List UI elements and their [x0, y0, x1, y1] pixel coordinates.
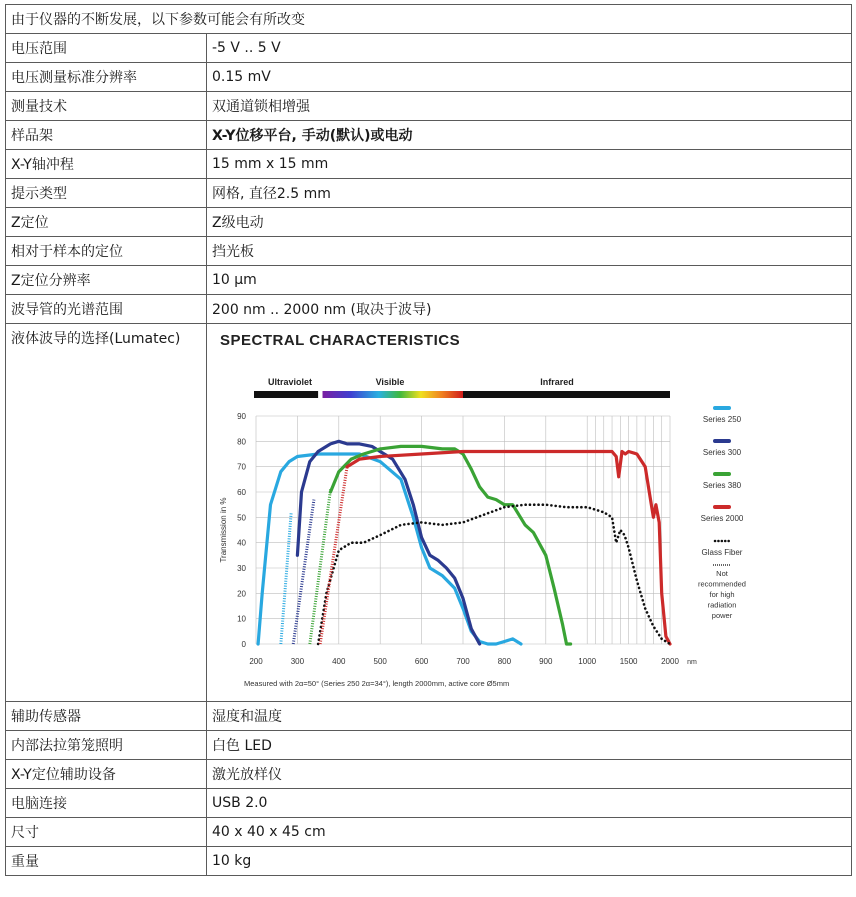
row-label: X-Y定位辅助设备 — [6, 760, 207, 789]
not-recommended-ramp — [293, 500, 314, 644]
y-tick-label: 60 — [237, 488, 246, 497]
series-line-series-2000 — [347, 452, 670, 645]
chart-row — [6, 324, 852, 702]
x-tick-label: 300 — [290, 657, 305, 666]
table-row — [6, 295, 852, 324]
row-value: 湿度和温度 — [207, 702, 852, 731]
legend-note-line: radiation — [707, 600, 737, 610]
row-label: 提示类型 — [6, 179, 207, 208]
x-tick-label: 400 — [332, 657, 346, 666]
x-tick-label: 700 — [456, 657, 470, 666]
x-tick-label: 2000 — [661, 657, 679, 666]
band-label-visible: Visible — [375, 377, 405, 387]
table-row — [6, 818, 852, 847]
chart-footnote: Measured with 2α=50° (Series 250 2α=34°), length 2000mm, active core Ø5mm — [244, 679, 510, 688]
row-label: 样品架 — [6, 121, 207, 150]
x-unit-label: nm — [687, 659, 697, 666]
table-header-row — [6, 5, 852, 34]
table-row — [6, 150, 852, 179]
table-row — [6, 731, 852, 760]
row-label: X-Y轴冲程 — [6, 150, 207, 179]
legend-label: Series 300 — [702, 448, 742, 457]
series-line-glass-fiber — [318, 505, 670, 644]
row-value: 40 x 40 x 45 cm — [207, 818, 852, 847]
row-label: Z定位分辨率 — [6, 266, 207, 295]
row-label: 尺寸 — [6, 818, 207, 847]
row-value: 200 nm .. 2000 nm (取决于波导) — [207, 295, 852, 324]
y-tick-label: 30 — [237, 564, 246, 573]
visible-band — [323, 391, 463, 398]
y-tick-label: 10 — [237, 614, 246, 624]
x-tick-label: 500 — [373, 657, 387, 666]
row-value: 双通道锁相增强 — [207, 92, 852, 121]
not-recommended-ramp — [281, 512, 291, 644]
row-value: X-Y位移平台, 手动(默认)或电动 — [207, 121, 852, 150]
spec-table — [5, 4, 852, 876]
legend-note-line: power — [711, 611, 733, 620]
legend-label: Series 380 — [702, 481, 742, 490]
x-tick-label: 1500 — [619, 657, 638, 666]
x-tick-label: 200 — [249, 657, 263, 666]
row-value: 激光放样仪 — [207, 760, 852, 789]
row-label: 电脑连接 — [6, 789, 207, 818]
ir-band — [463, 391, 670, 398]
y-tick-label: 90 — [237, 412, 246, 421]
table-row — [6, 34, 852, 63]
row-value: -5 V .. 5 V — [207, 34, 852, 63]
y-tick-label: 0 — [241, 640, 246, 649]
not-recommended-ramp — [320, 467, 347, 644]
row-value: Z级电动 — [207, 208, 852, 237]
x-tick-label: 1000 — [578, 657, 597, 666]
x-tick-label: 600 — [414, 657, 429, 666]
y-tick-label: 80 — [237, 437, 246, 447]
table-row — [6, 63, 852, 92]
y-axis-label: Transmission in % — [219, 497, 228, 563]
table-row — [6, 237, 852, 266]
x-tick-label: 800 — [497, 657, 512, 666]
row-label: 电压测量标准分辨率 — [6, 63, 207, 92]
row-label: 辅助传感器 — [6, 702, 207, 731]
row-value: 挡光板 — [207, 237, 852, 266]
row-label: 电压范围 — [6, 34, 207, 63]
row-label: 内部法拉第笼照明 — [6, 731, 207, 760]
spectral-chart-svg — [212, 328, 842, 698]
band-label-infrared: Infrared — [540, 377, 574, 387]
row-value: USB 2.0 — [207, 789, 852, 818]
legend-label: Series 2000 — [700, 514, 744, 523]
table-row — [6, 789, 852, 818]
legend-note-line: recommended — [698, 579, 746, 589]
table-row — [6, 760, 852, 789]
table-row — [6, 208, 852, 237]
y-tick-label: 70 — [237, 462, 246, 472]
table-header-note: 由于仪器的不断发展，以下参数可能会有所改变 — [6, 5, 852, 34]
chart-cell — [207, 324, 852, 702]
legend-note-line: Not — [716, 569, 728, 578]
band-label-ultraviolet: Ultraviolet — [267, 377, 313, 387]
uv-band — [254, 391, 318, 398]
table-row — [6, 847, 852, 876]
row-value: 0.15 mV — [207, 63, 852, 92]
row-label: 相对于样本的定位 — [6, 237, 207, 266]
chart-row-label: 液体波导的选择(Lumatec) — [6, 324, 207, 702]
legend-note-line: for high — [709, 590, 735, 599]
y-tick-label: 50 — [237, 513, 246, 523]
legend-label: Series 250 — [702, 415, 742, 424]
row-value: 15 mm x 15 mm — [207, 150, 852, 179]
table-row — [6, 92, 852, 121]
row-label: 测量技术 — [6, 92, 207, 121]
row-value: 白色 LED — [207, 731, 852, 760]
spectral-chart — [212, 328, 842, 698]
table-row — [6, 266, 852, 295]
row-value: 网格, 直径2.5 mm — [207, 179, 852, 208]
row-label: Z定位 — [6, 208, 207, 237]
table-row — [6, 179, 852, 208]
y-tick-label: 40 — [237, 538, 246, 548]
y-tick-label: 20 — [237, 589, 246, 599]
x-tick-label: 900 — [539, 657, 553, 666]
table-row — [6, 702, 852, 731]
row-value: 10 kg — [207, 847, 852, 876]
legend-label: Glass Fiber — [701, 548, 743, 557]
row-label: 波导管的光谱范围 — [6, 295, 207, 324]
row-label: 重量 — [6, 847, 207, 876]
row-value: 10 µm — [207, 266, 852, 295]
chart-title: SPECTRAL CHARACTERISTICS — [220, 332, 461, 349]
series-line-series-380 — [331, 446, 571, 644]
table-row — [6, 121, 852, 150]
